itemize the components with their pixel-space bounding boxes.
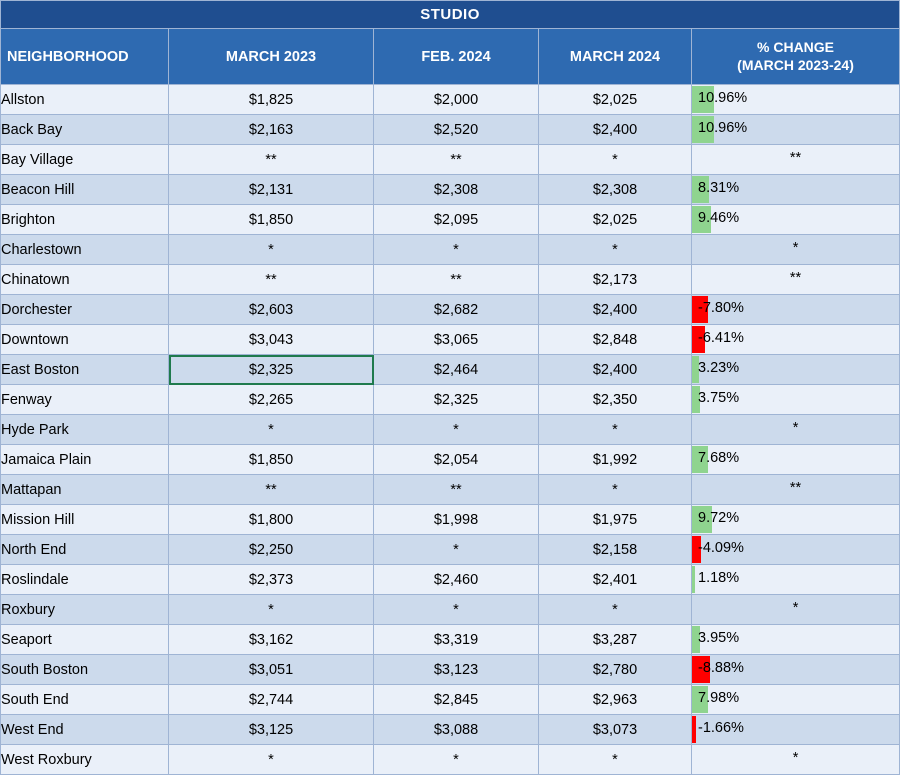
table-row[interactable] bbox=[1, 415, 900, 445]
databar-wrapper bbox=[692, 475, 899, 504]
databar-wrapper bbox=[692, 205, 899, 234]
cell-feb-2024[interactable]: $3,123 bbox=[374, 655, 539, 685]
cell-percent-change[interactable] bbox=[692, 325, 900, 355]
cell-march-2024[interactable]: $1,975 bbox=[539, 505, 692, 535]
cell-march-2023[interactable]: $2,325 bbox=[169, 355, 374, 385]
cell-neighborhood[interactable]: Brighton bbox=[1, 205, 169, 235]
cell-neighborhood[interactable]: Seaport bbox=[1, 625, 169, 655]
databar-wrapper bbox=[692, 85, 899, 114]
cell-neighborhood[interactable]: West End bbox=[1, 715, 169, 745]
cell-percent-change[interactable] bbox=[692, 745, 900, 775]
table-title: STUDIO bbox=[1, 1, 900, 29]
percent-change-label: % CHANGE bbox=[757, 39, 835, 55]
cell-neighborhood[interactable]: Jamaica Plain bbox=[1, 445, 169, 475]
cell-feb-2024[interactable]: * bbox=[374, 415, 539, 445]
databar-wrapper bbox=[692, 715, 899, 744]
percent-change-value: 10.96% bbox=[698, 90, 748, 106]
cell-percent-change[interactable] bbox=[692, 295, 900, 325]
cell-march-2024[interactable]: $3,073 bbox=[539, 715, 692, 745]
cell-march-2024[interactable]: * bbox=[539, 745, 692, 775]
cell-percent-change[interactable] bbox=[692, 115, 900, 145]
cell-percent-change[interactable] bbox=[692, 205, 900, 235]
cell-feb-2024[interactable]: $2,682 bbox=[374, 295, 539, 325]
cell-march-2023[interactable]: * bbox=[169, 415, 374, 445]
column-header-march-2023[interactable]: MARCH 2023 bbox=[169, 29, 374, 85]
percent-change-value: 3.75% bbox=[698, 390, 740, 406]
cell-march-2024[interactable]: $3,287 bbox=[539, 625, 692, 655]
cell-percent-change[interactable] bbox=[692, 655, 900, 685]
table-row[interactable] bbox=[1, 325, 900, 355]
percent-change-value: ** bbox=[789, 480, 802, 496]
cell-march-2024[interactable]: $2,400 bbox=[539, 355, 692, 385]
cell-march-2023[interactable]: $2,373 bbox=[169, 565, 374, 595]
cell-feb-2024[interactable]: ** bbox=[374, 145, 539, 175]
cell-feb-2024[interactable]: $2,464 bbox=[374, 355, 539, 385]
table-row[interactable] bbox=[1, 175, 900, 205]
cell-feb-2024[interactable]: ** bbox=[374, 475, 539, 505]
cell-march-2024[interactable]: * bbox=[539, 595, 692, 625]
databar-wrapper bbox=[692, 295, 899, 324]
cell-march-2024[interactable]: * bbox=[539, 235, 692, 265]
percent-change-value: 7.98% bbox=[698, 690, 740, 706]
cell-feb-2024[interactable]: $2,460 bbox=[374, 565, 539, 595]
table-row[interactable] bbox=[1, 265, 900, 295]
cell-neighborhood[interactable]: Downtown bbox=[1, 325, 169, 355]
percent-change-value: * bbox=[792, 240, 799, 256]
percent-change-value: 7.68% bbox=[698, 450, 740, 466]
cell-march-2023[interactable]: $1,850 bbox=[169, 205, 374, 235]
percent-change-value: 9.46% bbox=[698, 210, 740, 226]
cell-feb-2024[interactable]: $3,088 bbox=[374, 715, 539, 745]
cell-march-2023[interactable]: ** bbox=[169, 265, 374, 295]
column-header-march-2024[interactable]: MARCH 2024 bbox=[539, 29, 692, 85]
cell-feb-2024[interactable]: $2,054 bbox=[374, 445, 539, 475]
cell-march-2023[interactable]: $3,051 bbox=[169, 655, 374, 685]
cell-feb-2024[interactable]: * bbox=[374, 595, 539, 625]
cell-march-2024[interactable]: * bbox=[539, 145, 692, 175]
databar-wrapper bbox=[692, 115, 899, 144]
table-row[interactable] bbox=[1, 565, 900, 595]
cell-march-2023[interactable]: $3,162 bbox=[169, 625, 374, 655]
table-row[interactable] bbox=[1, 685, 900, 715]
cell-percent-change[interactable] bbox=[692, 385, 900, 415]
cell-neighborhood[interactable]: Fenway bbox=[1, 385, 169, 415]
table-row[interactable] bbox=[1, 655, 900, 685]
cell-neighborhood[interactable]: Bay Village bbox=[1, 145, 169, 175]
databar-wrapper bbox=[692, 745, 899, 774]
cell-percent-change[interactable] bbox=[692, 265, 900, 295]
cell-percent-change[interactable] bbox=[692, 565, 900, 595]
cell-march-2024[interactable]: $2,400 bbox=[539, 115, 692, 145]
cell-percent-change[interactable] bbox=[692, 595, 900, 625]
cell-march-2023[interactable]: $2,131 bbox=[169, 175, 374, 205]
percent-change-value: ** bbox=[789, 270, 802, 286]
cell-march-2023[interactable]: $3,125 bbox=[169, 715, 374, 745]
cell-percent-change[interactable] bbox=[692, 475, 900, 505]
cell-neighborhood[interactable]: Roslindale bbox=[1, 565, 169, 595]
cell-march-2023[interactable]: $2,603 bbox=[169, 295, 374, 325]
cell-neighborhood[interactable]: Chinatown bbox=[1, 265, 169, 295]
cell-march-2024[interactable]: $2,400 bbox=[539, 295, 692, 325]
table-row[interactable] bbox=[1, 235, 900, 265]
table-row[interactable] bbox=[1, 115, 900, 145]
cell-feb-2024[interactable]: $2,520 bbox=[374, 115, 539, 145]
databar-wrapper bbox=[692, 355, 899, 384]
table-row[interactable] bbox=[1, 295, 900, 325]
cell-neighborhood[interactable]: Charlestown bbox=[1, 235, 169, 265]
cell-march-2023[interactable]: $2,744 bbox=[169, 685, 374, 715]
cell-neighborhood[interactable]: Roxbury bbox=[1, 595, 169, 625]
cell-march-2023[interactable]: $2,250 bbox=[169, 535, 374, 565]
databar-wrapper bbox=[692, 565, 899, 594]
cell-march-2024[interactable]: $2,025 bbox=[539, 205, 692, 235]
cell-feb-2024[interactable]: * bbox=[374, 235, 539, 265]
table-header-row bbox=[1, 29, 900, 85]
databar-wrapper bbox=[692, 595, 899, 624]
databar-wrapper bbox=[692, 445, 899, 474]
table-row[interactable] bbox=[1, 445, 900, 475]
percent-change-value: 3.95% bbox=[698, 630, 740, 646]
cell-march-2024[interactable]: * bbox=[539, 475, 692, 505]
cell-percent-change[interactable] bbox=[692, 175, 900, 205]
table-row[interactable] bbox=[1, 715, 900, 745]
column-header-neighborhood[interactable]: NEIGHBORHOOD bbox=[1, 29, 169, 85]
cell-march-2024[interactable]: $2,025 bbox=[539, 85, 692, 115]
cell-march-2024[interactable]: $2,173 bbox=[539, 265, 692, 295]
cell-neighborhood[interactable]: East Boston bbox=[1, 355, 169, 385]
cell-march-2023[interactable]: $2,265 bbox=[169, 385, 374, 415]
cell-feb-2024[interactable]: $3,319 bbox=[374, 625, 539, 655]
cell-percent-change[interactable] bbox=[692, 505, 900, 535]
cell-neighborhood[interactable]: South Boston bbox=[1, 655, 169, 685]
cell-march-2023[interactable]: * bbox=[169, 745, 374, 775]
table-row[interactable] bbox=[1, 595, 900, 625]
column-header-feb-2024[interactable]: FEB. 2024 bbox=[374, 29, 539, 85]
percent-change-value: -6.41% bbox=[698, 330, 744, 346]
percent-change-value: -1.66% bbox=[698, 720, 744, 736]
cell-feb-2024[interactable]: ** bbox=[374, 265, 539, 295]
cell-feb-2024[interactable]: $2,095 bbox=[374, 205, 539, 235]
cell-march-2024[interactable]: * bbox=[539, 415, 692, 445]
cell-march-2024[interactable]: $2,401 bbox=[539, 565, 692, 595]
cell-march-2024[interactable]: $2,350 bbox=[539, 385, 692, 415]
table-row[interactable] bbox=[1, 145, 900, 175]
cell-neighborhood[interactable]: Beacon Hill bbox=[1, 175, 169, 205]
percent-change-value: 8.31% bbox=[698, 180, 740, 196]
table-row[interactable] bbox=[1, 535, 900, 565]
table-row[interactable] bbox=[1, 85, 900, 115]
cell-march-2024[interactable]: $2,963 bbox=[539, 685, 692, 715]
cell-percent-change[interactable] bbox=[692, 535, 900, 565]
percent-change-sublabel: (MARCH 2023-24) bbox=[737, 56, 854, 73]
column-header-percent-change[interactable] bbox=[692, 29, 900, 85]
cell-march-2024[interactable]: $2,308 bbox=[539, 175, 692, 205]
table-row[interactable] bbox=[1, 475, 900, 505]
table-row[interactable] bbox=[1, 205, 900, 235]
percent-change-value: 10.96% bbox=[698, 120, 748, 136]
cell-march-2024[interactable]: $2,780 bbox=[539, 655, 692, 685]
cell-percent-change[interactable] bbox=[692, 685, 900, 715]
databar-wrapper bbox=[692, 625, 899, 654]
cell-march-2023[interactable]: $3,043 bbox=[169, 325, 374, 355]
table-row[interactable] bbox=[1, 355, 900, 385]
databar-wrapper bbox=[692, 505, 899, 534]
databar-wrapper bbox=[692, 415, 899, 444]
databar-wrapper bbox=[692, 145, 899, 174]
cell-neighborhood[interactable]: Back Bay bbox=[1, 115, 169, 145]
databar-wrapper bbox=[692, 385, 899, 414]
percent-change-value: * bbox=[792, 600, 799, 616]
cell-feb-2024[interactable]: * bbox=[374, 745, 539, 775]
cell-feb-2024[interactable]: $2,845 bbox=[374, 685, 539, 715]
databar-wrapper bbox=[692, 235, 899, 264]
cell-percent-change[interactable] bbox=[692, 625, 900, 655]
cell-feb-2024[interactable]: $2,000 bbox=[374, 85, 539, 115]
cell-neighborhood[interactable]: Allston bbox=[1, 85, 169, 115]
cell-percent-change[interactable] bbox=[692, 85, 900, 115]
percent-change-value: -4.09% bbox=[698, 540, 744, 556]
cell-percent-change[interactable] bbox=[692, 145, 900, 175]
percent-change-value: -8.88% bbox=[698, 660, 744, 676]
cell-march-2024[interactable]: $1,992 bbox=[539, 445, 692, 475]
cell-percent-change[interactable] bbox=[692, 415, 900, 445]
cell-percent-change[interactable] bbox=[692, 715, 900, 745]
databar-wrapper bbox=[692, 655, 899, 684]
table-row[interactable] bbox=[1, 625, 900, 655]
cell-percent-change[interactable] bbox=[692, 445, 900, 475]
table-row[interactable] bbox=[1, 745, 900, 775]
percent-change-value: 1.18% bbox=[698, 570, 740, 586]
cell-march-2023[interactable]: $1,825 bbox=[169, 85, 374, 115]
databar-wrapper bbox=[692, 325, 899, 354]
cell-feb-2024[interactable]: $1,998 bbox=[374, 505, 539, 535]
table-body bbox=[1, 85, 900, 775]
cell-march-2023[interactable]: $2,163 bbox=[169, 115, 374, 145]
percent-change-value: ** bbox=[789, 150, 802, 166]
cell-march-2023[interactable]: $1,800 bbox=[169, 505, 374, 535]
percent-change-value: * bbox=[792, 750, 799, 766]
percent-change-value: -7.80% bbox=[698, 300, 744, 316]
cell-feb-2024[interactable]: $2,308 bbox=[374, 175, 539, 205]
cell-neighborhood[interactable]: Mission Hill bbox=[1, 505, 169, 535]
cell-percent-change[interactable] bbox=[692, 235, 900, 265]
cell-march-2023[interactable]: ** bbox=[169, 475, 374, 505]
databar-wrapper bbox=[692, 685, 899, 714]
cell-neighborhood[interactable]: Dorchester bbox=[1, 295, 169, 325]
cell-march-2023[interactable]: * bbox=[169, 595, 374, 625]
table-row[interactable] bbox=[1, 505, 900, 535]
table-row[interactable] bbox=[1, 385, 900, 415]
table-title-row bbox=[1, 1, 900, 29]
cell-neighborhood[interactable]: South End bbox=[1, 685, 169, 715]
cell-percent-change[interactable] bbox=[692, 355, 900, 385]
cell-march-2023[interactable]: ** bbox=[169, 145, 374, 175]
percent-change-value: * bbox=[792, 420, 799, 436]
cell-march-2023[interactable]: * bbox=[169, 235, 374, 265]
cell-march-2024[interactable]: $2,848 bbox=[539, 325, 692, 355]
databar-wrapper bbox=[692, 535, 899, 564]
cell-neighborhood[interactable]: Mattapan bbox=[1, 475, 169, 505]
databar-wrapper bbox=[692, 175, 899, 204]
percent-change-value: 9.72% bbox=[698, 510, 740, 526]
cell-neighborhood[interactable]: North End bbox=[1, 535, 169, 565]
cell-neighborhood[interactable]: Hyde Park bbox=[1, 415, 169, 445]
databar-wrapper bbox=[692, 265, 899, 294]
percent-change-value: 3.23% bbox=[698, 360, 740, 376]
cell-feb-2024[interactable]: * bbox=[374, 535, 539, 565]
cell-feb-2024[interactable]: $2,325 bbox=[374, 385, 539, 415]
cell-neighborhood[interactable]: West Roxbury bbox=[1, 745, 169, 775]
cell-march-2024[interactable]: $2,158 bbox=[539, 535, 692, 565]
cell-march-2023[interactable]: $1,850 bbox=[169, 445, 374, 475]
cell-feb-2024[interactable]: $3,065 bbox=[374, 325, 539, 355]
